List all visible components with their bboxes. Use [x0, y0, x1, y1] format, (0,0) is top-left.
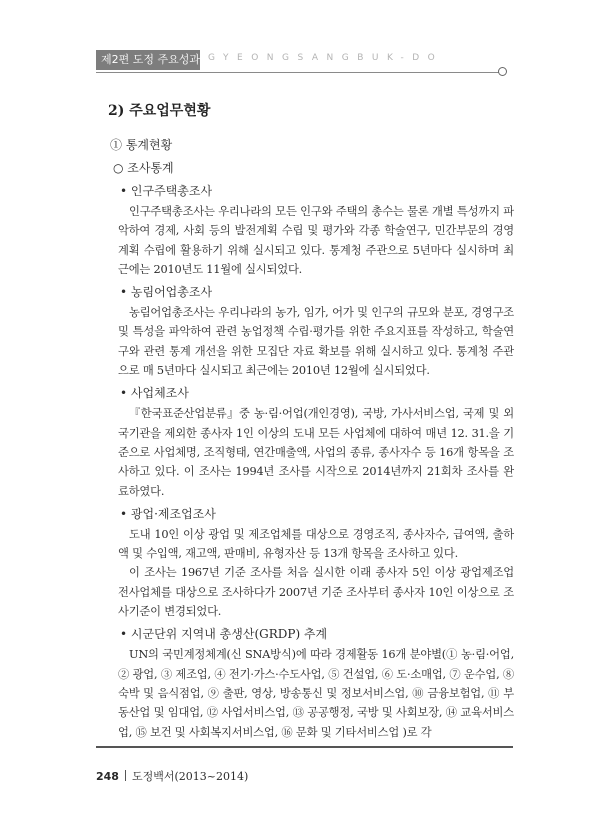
item-census — [110, 182, 514, 279]
item-title: • 시군단위 지역내 총생산(GRDP) 추계 — [120, 627, 328, 642]
page-number: 248 — [96, 770, 119, 783]
footer-rule — [96, 746, 513, 748]
item-title: • 인구주택총조사 — [120, 184, 213, 198]
region-title: GYEONGSANGBUK-DO — [208, 53, 444, 63]
page-content — [110, 100, 514, 746]
section-title: 2) 주요업무현황 — [108, 103, 211, 119]
item-grdp — [110, 625, 514, 741]
item-paragraph: 이 조사는 1967년 기준 조사를 처음 실시한 이래 종사자 5인 이상 광업제조업 전사업체를 대상으로 조사하다가 2007년 기준 조사부터 종사자 10인 이상으로 조사기준이 변경되었다. — [118, 566, 514, 619]
page-footer — [96, 768, 248, 784]
item-agriculture-census — [110, 283, 514, 380]
item-title: • 사업체조사 — [120, 386, 189, 401]
item-paragraph: 『한국표준산업분류』중 농·림·어업(개인경영), 국방, 가사서비스업, 국제 및 외국기관을 제외한 종사자 1인 이상의 도내 모든 사업체에 대하여 매년 12. 31.을 기준으로 사업체명, 조직형태, 연간매출액, 사업의 종류, 종사자수 등 16개 항목을 조사하고 있다. 이 조사는 1994년 조사를 시작으로 2014년까지 21회차 조사를 완료하였다. — [118, 407, 514, 498]
header-circle-icon — [498, 67, 507, 76]
item-title: • 광업·제조업조사 — [120, 506, 216, 521]
item-manufacturing-survey — [110, 505, 514, 621]
item-paragraph: 농림어업총조사는 우리나라의 농가, 임가, 어가 및 인구의 규모와 분포, 경영구조 및 특성을 파악하여 관련 농업정책 수립·평가를 위한 주요지표를 작성하고, 학술연구와 관련 통계 개선을 위한 모집단 자료 확보를 위해 실시하고 있다. 통계청 주관으로 매 5년마다 실시되고 최근에는 2010년 12월에 실시되었다. — [118, 306, 514, 378]
item-paragraph: 인구주택총조사는 우리나라의 모든 인구와 주택의 총수는 물론 개별 특성까지 파악하여 경제, 사회 등의 발전계획 수립 및 평가와 각종 학술연구, 민간부문의 경영계획 수립에 활용하기 위해 실시되고 있다. 통계청 주관으로 5년마다 실시하며 최근에는 2010년도 11월에 실시되었다. — [118, 205, 514, 276]
header-rule — [96, 72, 500, 73]
chapter-label: 제2편 도정 주요성과 — [96, 50, 200, 70]
category-title: ○ 조사통계 — [113, 161, 174, 175]
item-business-survey — [110, 384, 514, 500]
footer-separator — [125, 770, 126, 781]
item-title: • 농림어업총조사 — [120, 285, 213, 300]
book-title: 도정백서(2013~2014) — [131, 770, 249, 783]
subsection-title: ① 통계현황 — [110, 138, 173, 152]
item-paragraph: 도내 10인 이상 광업 및 제조업체를 대상으로 경영조직, 종사자수, 급여액, 출하액 및 수입액, 재고액, 판매비, 유형자산 등 13개 항목을 조사하고 있다. — [118, 527, 514, 561]
item-paragraph: UN의 국민계정체계(신 SNA방식)에 따라 경제활동 16개 분야별(① 농·림·어업, ② 광업, ③ 제조업, ④ 전기·가스·수도사업, ⑤ 건설업, ⑥ 도·소매업, ⑦ 운수업, ⑧ 숙박 및 음식점업, ⑨ 출판, 영상, 방송통신 및 정보서비스업, ⑩ 금융보험업, ⑪ 부동산업 및 임대업, ⑫ 사업서비스업, ⑬ 공공행정, 국방 및 사회보장, ⑭ 교육서비스업, ⑮ 보건 및 사회복지서비스업, ⑯ 문화 및 기타서비스업 )로 각 — [118, 648, 514, 739]
running-header — [96, 48, 508, 78]
